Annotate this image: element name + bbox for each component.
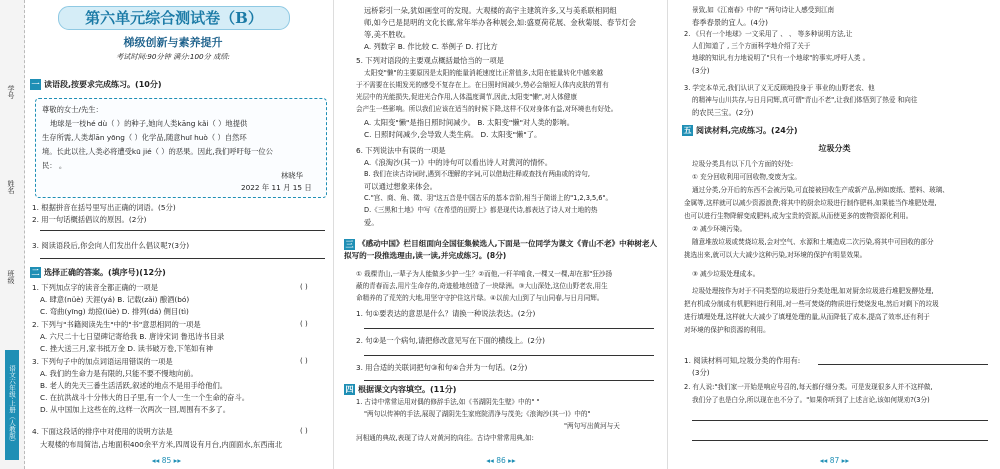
article-line: 进行填埋处理,这样就大大减少了填埋处理的量,从而降低了成本,提高了效率,还有利于 [684,313,930,321]
question-3-3: 3. 用合适的关联词把句③和句④合并为一句话。(2分) [356,363,528,372]
question-1-3: 3. 阅读语段后,你会向人们发出什么倡议呢?(3分) [32,241,190,250]
section-4-header [344,383,456,396]
quote-line: 蔽的青春而去,用片生命存的,奇迹般地创造了一块绿洲。③大山深处,这位山野老农,用生 [356,282,608,290]
article-title: 垃圾分类 [818,144,851,153]
section-1-header [30,78,161,91]
letter-box [35,98,327,198]
article-line: 金属等,这样就可以减少资源浪费;将其中的厨余垃圾进行制作肥料,如果能当作堆肥处理, [684,199,937,207]
text-line: 等,美不胜收。 [364,30,411,39]
question-4-line: "两句写出黄河与天 [564,422,620,430]
question-5-1-cont: (3分) [692,368,710,377]
article-line: 挑选出来,就可以大大减少这种污染,对环境的保护有明显效果。 [684,251,867,259]
page-footer: ◂◂ 85 ▸▸ [151,456,182,465]
text-line: 人们知道了 , 三个方面科学地介绍了关于 [692,42,811,50]
question-2-line: C. 挫大送三月,家书抵万金 D. 读书破万卷,下笔如有神 [40,344,213,353]
question-2-line: A. 六尺二十七日望碑记寄给我 B. 唐诗宋词 鲁迅诗书目录 [40,332,225,341]
text-line: 的农民三宝。(2分) [692,108,754,117]
answer-bracket[interactable]: ( ) [300,320,308,328]
text-line: C."宫、商、角、徵、羽"这五音是中国古乐的基本音阶,相当于简谱上的"1,2,3,5,6"。 [364,194,613,202]
letter-line: 地球是一枝hé dù（ ）的种子,她向人类kāng kǎi（ ）地提供 [50,119,248,128]
page-86 [333,0,668,469]
text-line: 地球的知识,有力地说明了"只有一个地球"的事实,呼吁人类 。 [692,54,870,62]
article-line: 把有机成分制成有机肥料进行利用,对一些可焚烧的物质进行焚烧发电,然后对剩下的垃圾 [684,300,939,308]
page-number: 86 [496,456,506,465]
text-line: A. 列数字 B. 作比较 C. 举例子 D. 打比方 [364,42,498,51]
section-3-header [344,238,660,261]
text-line: 春季春景的宜人。(4分) [692,18,769,27]
page-87 [667,0,1000,469]
question-2-line: 2. 下列与"书籍阅读先生"中的"书"意思相同的一项是 [32,320,201,329]
text-line: 爱。 [364,218,379,227]
article-line: 垃圾处理按作为对于不同类型的垃圾进行分类处理,如对厨余垃圾进行堆肥发酵处理, [692,287,934,295]
article-line: ① 充分回收利用可回收物,变废为宝。 [692,173,802,181]
page-subtitle: 梯级创新与素养提升 [123,36,223,49]
question-4-line: 河相通的典故,表现了诗人对黄河的向往。古诗中常常用典,如: [356,434,534,442]
answer-line[interactable] [364,355,654,356]
question-2-line: D. 从中国加上这些在的,这样一次两次一回,周围有不多了。 [40,405,231,414]
page-number: 87 [829,456,840,465]
text-line: 光层中的光能损失,促进光合作用,人体温度调节,因此,太阳变"懒",对人体健康 [356,93,577,101]
answer-line[interactable] [818,364,988,365]
side-label-name: 姓名 [7,180,15,194]
question-5-2: 2. 有人说:"我们家一开始是响应号召的,每天都仔细分类。可是发现很多人并不这样做, [684,383,933,391]
question-2-line: B. 老人的先天三番生活活跃,叙述的地点不是用手给他们。 [40,381,228,390]
letter-line: 生存所需,人类却ān yōng（ ）化学品,随意huī huò（ ）自然环 [42,133,247,142]
text-line: (3分) [692,66,710,75]
question-2-line: 3. 下列句子中的加点词语运用错误的一项是 [32,357,173,366]
text-line: 景致,如《江南春》中的" "两句诗让人感受到江南 [692,6,835,14]
question-2-line: 4. 下面这段话的排序中对使用的说明方法是 [32,427,173,436]
question-2-line: C. 弯曲(yīng) 劫掠(lüè) D. 排列(dá) 侧目(tì) [40,307,189,316]
quote-line: 命精养的了荒芜的大地,用坚守守护住这片绿。④以前大山到了与山同春,与日月同辉。 [356,294,604,302]
article-line: 对环境的保护和资源的利用。 [684,326,770,334]
article-line: 随意堆放垃圾或焚烧垃圾,会对空气、水源和土壤造成二次污染,将其中可回收的部分 [692,238,934,246]
page-footer: ◂◂ 86 ▸▸ [486,456,516,465]
text-line: C. 日照时间减少,会导致人类生病。 D. 太阳变"懒"了。 [364,130,542,139]
section-5-header [682,124,797,137]
question-2-line: C. 在抗洪战斗十分伟大的日子里,有一个人一生一个生命的奋斗。 [40,393,250,402]
answer-bracket[interactable]: ( ) [300,283,308,291]
section-2-header [30,266,166,279]
text-line: 远桥彩引一朵,犹如画堂可的发现。大观楼的高宇主建筑许多,又与美系联相同组 [364,6,617,15]
text-line: 会产生一些影响。所以我们应该在适当的时候下降,这样不仅对身体有益,对环境也有好处。 [356,105,618,113]
letter-line: 民： 。 [42,161,67,170]
text-line: 3. 学完本单元,我们认识了义无反顾地投身于 事业的山野老农、他 [684,84,875,92]
quote-line: ① 栽棵青山,一辈子为人能做多少护一生？②而他,一秆羊啃食,一棵又一棵,却在那"狂沙扬 [356,270,613,278]
article-line: ③ 减少垃圾处理成本。 [692,270,760,278]
question-2-line: A. 肆意(nüè) 天涯(yá) B. 记载(zǎi) 酿酒(bó) [40,295,190,304]
answer-line[interactable] [692,420,988,421]
section-2-number: 二 [31,268,40,277]
section-2-title: 选择正确的答案。(填序号)(12分) [44,268,166,277]
section-3-title: 《感动中国》栏目组面向全国征集候选人,下面是一位同学为课文《青山不老》中种树老人拟写的一段推选理由,读一读,并完成练习。(8分) [344,239,658,260]
article-line: 垃圾分类具有以下几个方面的好处: [692,160,794,168]
text-line: D.《三黑和土地》中写《在希望的田野上》都是现代诗,都表达了诗人对土地的热 [364,206,598,214]
article-line: 也可以进行生物降解变成肥料,成为宝贵的资源,从而使更多的废物资源化利用。 [684,212,913,220]
answer-line[interactable] [40,230,325,231]
answer-line[interactable] [364,328,654,329]
letter-date: 2022 年 11 月 15 日 [241,183,312,192]
letter-signature: 林晓华 [281,171,303,180]
question-2-line: A. 我们的生命力是有限的,只能不要不慢地向前。 [40,369,198,378]
section-3-number: 三 [345,239,354,249]
text-line: 可以通过想象来体会。 [364,182,437,191]
text-line: 的精神与山川共存,与日月同辉,真可谓"青山不老",让我们体悟到了热爱 和向往 [692,96,918,104]
question-5-1: 1. 阅读材料可知,垃圾分类的作用有: [684,356,801,365]
article-line: 通过分类,分开后的东西不会被污染,可直接被回收生产成新产品,例如废纸、塑料、玻璃、 [692,186,949,194]
page-title: 第六单元综合测试卷（B） [58,6,290,30]
question-5-2-cont: 我们分了也是白分,所以现在也不分了。"如果你听到了上述言论,该如何规劝?(3分) [692,396,930,404]
text-line: 5. 下列对语段的主要观点概括最恰当的一项是 [356,56,504,65]
binding-margin [0,0,25,469]
question-1-1: 1. 根据拼音在括号里写出正确的词语。(5分) [32,203,176,212]
text-line: B. 我们在读古诗词时,遇到不理解的字词,可以借助注释或查找有两曲或的诗句, [364,170,591,178]
answer-line[interactable] [692,440,988,441]
answer-line[interactable] [364,380,654,381]
section-5-title: 阅读材料,完成练习。(24分) [696,126,798,135]
letter-line: 尊敬的女士/先生： [42,105,103,114]
text-line: 师,如今已是昆明的文化长廊,常年举办各种展会,如:盛夏荷花展、金秋菊展、春节灯会 [364,18,637,27]
page-footer: ◂◂ 87 ▸▸ [819,456,850,465]
text-line: A. 太阳变"懒"是指日照时间减少。 B. 太阳变"懒"对人类的影响。 [364,118,575,127]
text-line: 2. 《只有一个地球》一文采用了 、 、 等多种说明方法,让 [684,30,853,38]
section-5-number: 五 [683,126,692,135]
article-line: ② 减少环境污染。 [692,225,747,233]
exam-meta: 考试时间:90分钟 满分:100分 成绩: [116,52,230,61]
page-number: 85 [161,456,172,465]
text-line: 6. 下列说法中有误的一项是 [356,146,446,155]
question-3-2: 2. 句②是一个病句,请把修改意见写在下面的横线上。(2分) [356,336,546,345]
answer-bracket[interactable]: ( ) [300,357,308,365]
section-1-number: 一 [31,80,40,89]
letter-line: 境。长此以往,人类必将遭受kū jié（ ）的恶果。因此,我们呼吁每一位公 [42,147,273,156]
answer-line[interactable] [40,258,325,259]
side-band: 语文六年级·上册（人教版） [5,350,19,460]
question-1-2: 2. 用一句话概括倡议的原因。(2分) [32,215,147,224]
question-2-line: 1. 下列加点字的读音全都正确的一项是 [32,283,159,292]
section-4-number: 四 [345,385,354,394]
side-label-id: 学号 [7,85,15,99]
side-label-class: 班级 [7,270,15,284]
text-line: A.《浪淘沙(其一)》中的诗句可以看出诗人对黄河的情怀。 [364,158,552,167]
question-2-line: 大观楼的布局简洁,占地面积400余平方米,四周设有月台,内面面水,东西南北 [40,440,283,449]
page-85 [0,0,333,469]
section-1-title: 读语段,按要求完成练习。(10分) [44,80,162,89]
question-3-1: 1. 句①要表达的意思是什么？请换一种说法表达。(2分) [356,309,536,318]
text-line: 于不需要在长期发光的感受不复存在上。在日照时间减少,势必会缩短人体内皮肤的胃有 [356,81,609,89]
text-line: 太阳变"懒"的主要原因是太阳的能量消耗速度比正常值多,太阳在能量转化中越来越 [364,69,603,77]
answer-bracket[interactable]: ( ) [300,427,308,435]
question-4-line: "两句以传神的手法,展现了湖阴先生家庭院清净与茂美;《浪淘沙(其一)》中的" [364,410,591,418]
section-4-title: 根据课文内容填空。(11分) [358,385,457,394]
question-4-line: 1. 古诗中常常运用对偶的修辞手法,如《书湖阴先生壁》中的" " [356,398,540,406]
